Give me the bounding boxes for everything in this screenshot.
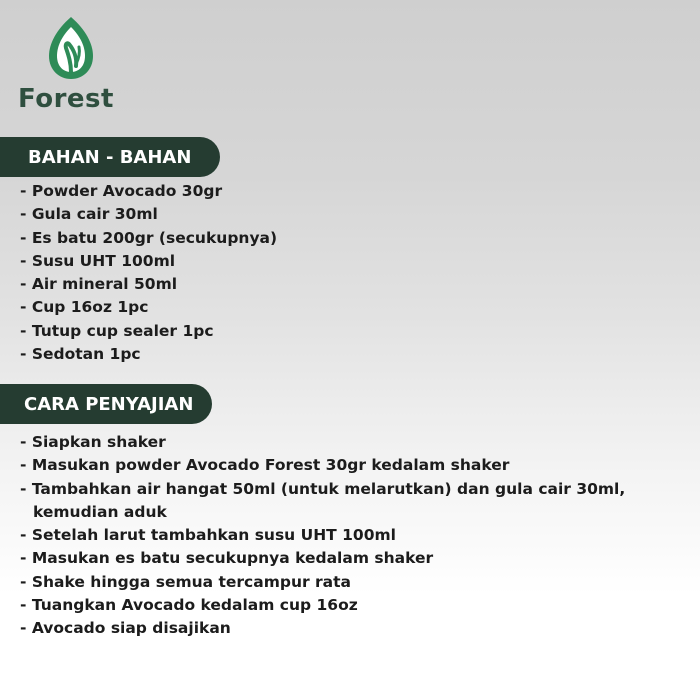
list-item: - Masukan powder Avocado Forest 30gr kedalam shaker — [20, 456, 510, 475]
list-item: - Tambahkan air hangat 50ml (untuk melarutkan) dan gula cair 30ml, — [20, 479, 626, 498]
list-item: - Susu UHT 100ml — [20, 251, 176, 270]
list-item: - Sedotan 1pc — [20, 345, 141, 364]
list-item: - Tutup cup sealer 1pc — [20, 321, 214, 340]
brand-name: Forest — [18, 84, 114, 114]
list-item: - Air mineral 50ml — [20, 275, 178, 294]
list-item: - Shake hingga semua tercampur rata — [20, 572, 352, 591]
section-header-cara: CARA PENYAJIAN — [0, 384, 212, 424]
list-item: - Powder Avocado 30gr — [20, 182, 223, 200]
list-item: - Tuangkan Avocado kedalam cup 16oz — [20, 596, 358, 615]
ingredients-list — [20, 180, 277, 366]
list-item: - Cup 16oz 1pc — [20, 298, 149, 317]
list-item: - Avocado siap disajikan — [20, 619, 231, 638]
steps-list — [20, 431, 625, 641]
list-item: - Setelah larut tambahkan susu UHT 100ml — [20, 526, 396, 545]
section-header-bahan: BAHAN - BAHAN — [0, 137, 220, 177]
list-item: - Es batu 200gr (secukupnya) — [20, 228, 278, 247]
leaf-logo-icon — [46, 14, 96, 82]
list-item: - Masukan es batu secukupnya kedalam shaker — [20, 549, 434, 568]
list-item-continuation: kemudian aduk — [33, 502, 167, 521]
list-item: - Siapkan shaker — [20, 433, 166, 451]
list-item: - Gula cair 30ml — [20, 205, 158, 224]
